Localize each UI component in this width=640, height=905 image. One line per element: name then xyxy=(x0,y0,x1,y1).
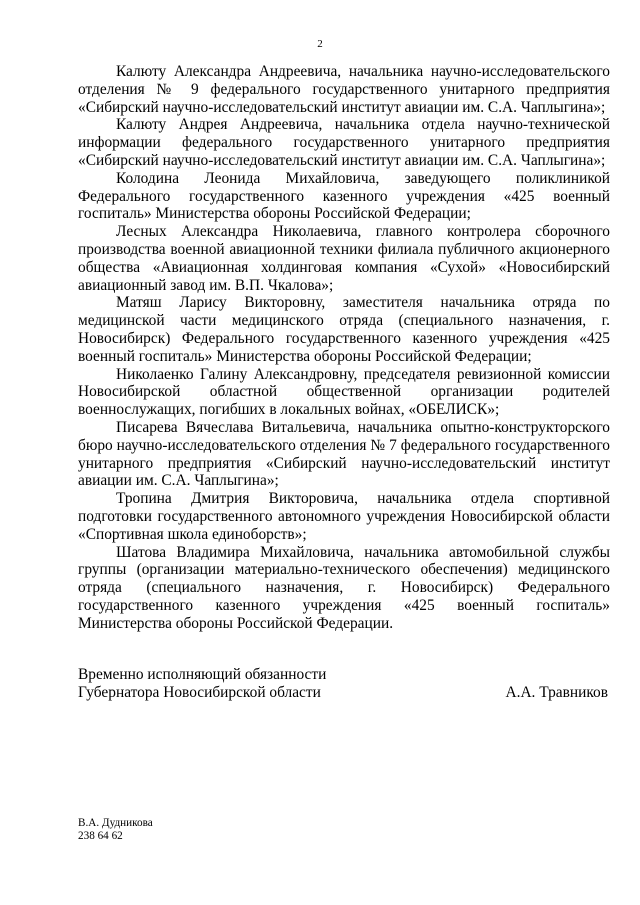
page-number: 2 xyxy=(317,38,323,50)
executor-name: В.А. Дудникова xyxy=(78,817,153,829)
paragraph-kalyuta-andrey: Калюту Андрея Андреевича, начальника отдела научно-технической информации федерального государственного унитарного предприятия «Сибирский научно-исследовательский институт авиации им. С.А. Чаплыгина»; xyxy=(78,116,610,169)
paragraph-shatov: Шатова Владимира Михайловича, начальника автомобильной службы группы (организации материально-технического обеспечения) медицинского отряда (специального назначения, г. Новосибирск) Федерального государственного казенного учреждения «425 военный госпиталь» Министерства обороны Российской Федерации. xyxy=(78,543,610,632)
signatory-name: А.А. Травников xyxy=(505,684,608,701)
paragraph-kolodin: Колодина Леонида Михайловича, заведующего поликлиникой Федерального государственного казенного учреждения «425 военный госпиталь» Министерства обороны Российской Федерации; xyxy=(78,169,610,223)
signature-row xyxy=(78,684,610,702)
signature-title-line1: Временно исполняющий обязанности xyxy=(78,666,327,683)
paragraph-pisarev: Писарева Вячеслава Витальевича, начальника опытно-конструкторского бюро научно-исследовательского отделения № 7 федерального государственного унитарного предприятия «Сибирский научно-исследовательский институт авиации им. С.А. Чаплыгина»; xyxy=(78,418,610,490)
paragraph-tropin: Тропина Дмитрия Викторовича, начальника отдела спортивной подготовки государственного автономного учреждения Новосибирской области «Спортивная школа единоборств»; xyxy=(78,490,610,543)
signature-title-line2: Губернатора Новосибирской области xyxy=(78,684,321,701)
executor-phone: 238 64 62 xyxy=(78,830,123,842)
paragraph-nikolaenko: Николаенко Галину Александровну, председателя ревизионной комиссии Новосибирской областной общественной организации родителей военнослужащих, погибших в локальных войнах, «ОБЕЛИСК»; xyxy=(78,365,610,419)
paragraph-kalyuta-alexander: Калюту Александра Андреевича, начальника научно-исследовательского отделения № 9 федерального государственного унитарного предприятия «Сибирский научно-исследовательский институт авиации им. С.А. Чаплыгина»; xyxy=(78,63,610,116)
document-body xyxy=(78,63,610,633)
paragraph-matyash: Матяш Ларису Викторовну, заместителя начальника отряда по медицинской части медицинского отряда (специального назначения, г. Новосибирск) Федерального государственного казенного учреждения «425 военный госпиталь» Министерства обороны Российской Федерации; xyxy=(78,294,610,365)
executor-info xyxy=(78,817,153,843)
signature-block xyxy=(78,666,610,702)
paragraph-lesnykh: Лесных Александра Николаевича, главного контролера сборочного производства военной авиационной техники филиала публичного акционерного общества «Авиационная холдинговая компания «Сухой» «Новосибирский авиационный завод им. В.П. Чкалова»; xyxy=(78,223,610,294)
